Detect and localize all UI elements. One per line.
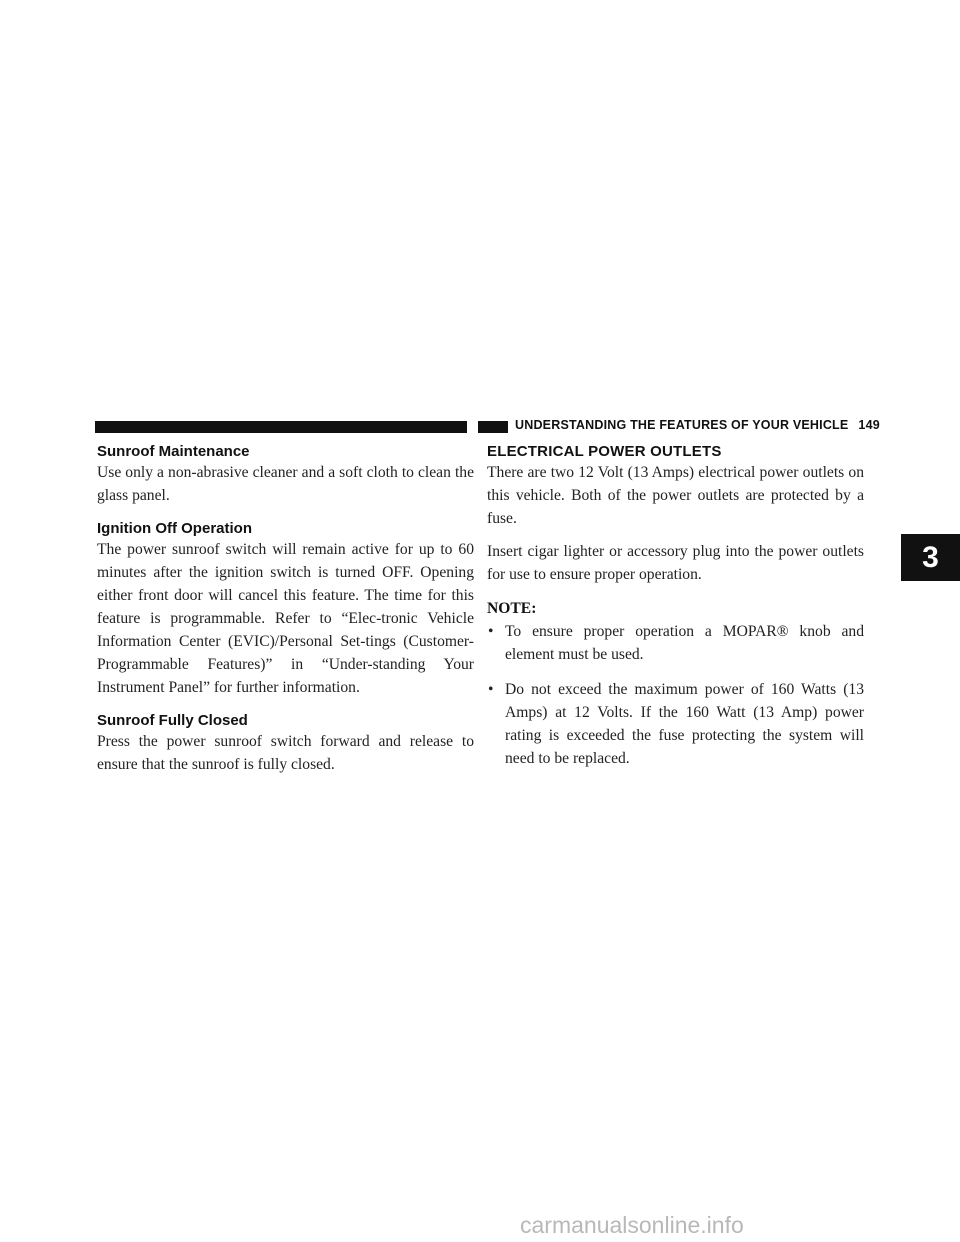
header-rule-right	[478, 421, 508, 433]
watermark: carmanualsonline.info	[520, 1212, 744, 1238]
bullet-icon: •	[488, 681, 494, 698]
note-bullet-list	[487, 620, 864, 770]
section-body: The power sunroof switch will remain active for up to 60 minutes after the ignition switch is turned OFF. Opening either front door will cancel this feature. The time for this feature is programmable. Refer to “Elec-tronic Vehicle Information Center (EVIC)/Personal Set-tings (Customer-Programmable Features)” in “Under-standing Your Instrument Panel” for further information.	[97, 541, 474, 696]
chapter-tab: 3	[901, 534, 960, 581]
section-sunroof-maintenance	[97, 442, 474, 507]
section-ignition-off-operation	[97, 519, 474, 699]
left-column	[97, 442, 474, 788]
note-label: NOTE:	[487, 600, 537, 617]
list-item-text: Do not exceed the maximum power of 160 Watts (13 Amps) at 12 Volts. If the 160 Watt (13 Amp) power rating is exceeded the fuse protecting the system will need to be replaced.	[505, 681, 864, 767]
paragraph-outlets-intro: There are two 12 Volt (13 Amps) electrical power outlets on this vehicle. Both of the power outlets are protected by a fuse.	[487, 464, 864, 527]
section-heading-electrical-power-outlets: ELECTRICAL POWER OUTLETS	[487, 443, 722, 460]
list-item	[487, 620, 864, 666]
section-body: Press the power sunroof switch forward and release to ensure that the sunroof is fully closed.	[97, 733, 474, 773]
list-item	[487, 678, 864, 770]
section-heading: Ignition Off Operation	[97, 520, 252, 537]
section-heading: Sunroof Maintenance	[97, 443, 250, 460]
right-column	[487, 442, 864, 782]
bullet-icon: •	[488, 623, 494, 640]
running-header-title: UNDERSTANDING THE FEATURES OF YOUR VEHICLE	[515, 418, 849, 432]
section-body: Use only a non-abrasive cleaner and a soft cloth to clean the glass panel.	[97, 464, 474, 504]
header-rule-left	[95, 421, 467, 433]
running-header	[515, 418, 880, 432]
section-sunroof-fully-closed	[97, 711, 474, 776]
paragraph-insert-plug: Insert cigar lighter or accessory plug into the power outlets for use to ensure proper operation.	[487, 543, 864, 583]
section-heading: Sunroof Fully Closed	[97, 712, 248, 729]
page-number: 149	[858, 418, 880, 432]
list-item-text: To ensure proper operation a MOPAR® knob and element must be used.	[505, 623, 864, 663]
